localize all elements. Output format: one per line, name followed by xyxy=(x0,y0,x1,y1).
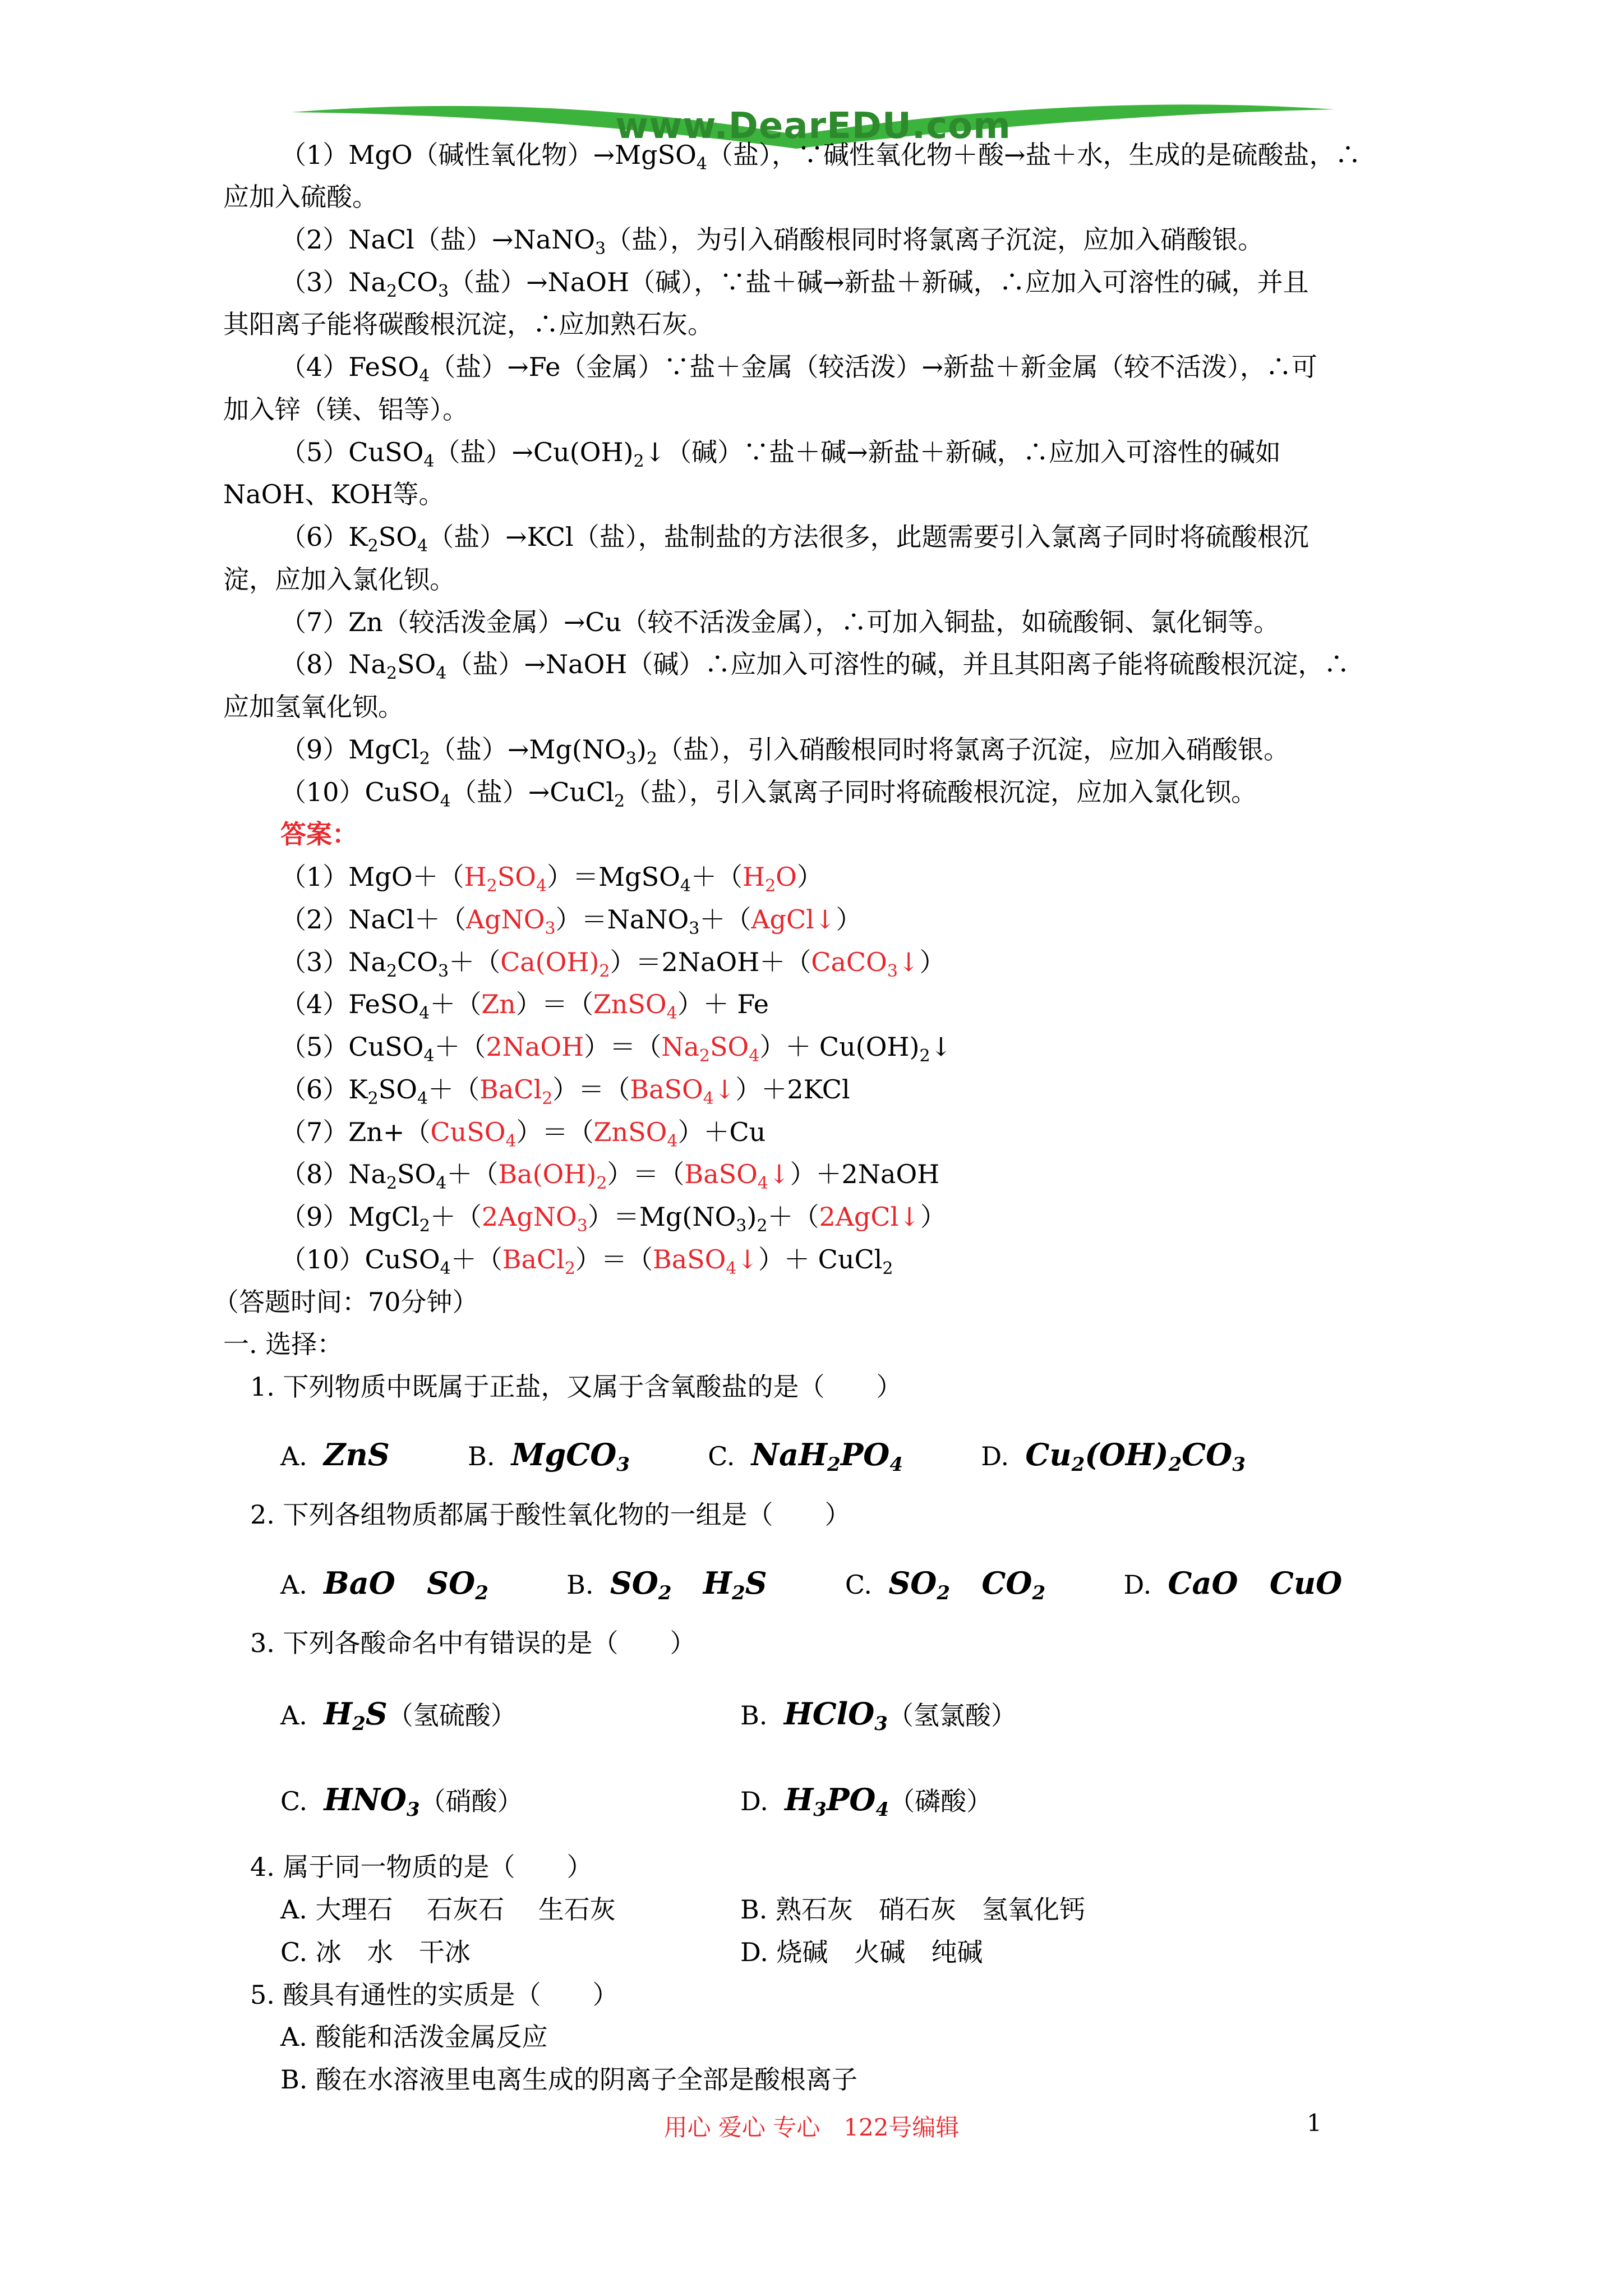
time-note: （答题时间：70分钟） xyxy=(213,1287,478,1317)
analysis-line-1: （1）MgO（碱性氧化物）→MgSO$_4$（盐），∵碱性氧化物＋酸→盐＋水，生成的是硫酸盐，∴ xyxy=(280,140,1361,174)
analysis-line-4: （4）FeSO$_4$（盐）→Fe（金属）∵盐＋金属（较活泼）→新盐＋新金属（较不活泼），∴可 xyxy=(280,352,1317,386)
q3-option-c[interactable]: C. $HNO_3$（硝酸） xyxy=(280,1782,523,1821)
answer-1: $(1)MgO+(H_2SO_4)=MgSO_4+(H_2O)$ xyxy=(280,862,823,896)
analysis-line-3: $(3)Na_2CO_3$（盐）→NaOH（碱），∵盐＋碱→新盐＋新碱，∴应加入可溶性的碱，并且 xyxy=(280,267,1309,301)
q3-option-a[interactable]: A. $H_2S$（氢硫酸） xyxy=(280,1696,517,1735)
question-3: 3. 下列各酸命名中有错误的是（ ） xyxy=(250,1628,696,1658)
q4-option-b[interactable]: B. 熟石灰 硝石灰 氢氧化钙 xyxy=(740,1894,1086,1925)
answer-2: （2）NaCl＋（AgNO$_3$）＝NaNO$_3$＋（AgCl↓） xyxy=(280,904,862,938)
analysis-line-4-cont: 加入锌（镁、铝等）。 xyxy=(223,394,468,425)
question-2-options xyxy=(280,1566,1342,1602)
answer-8: $(8)Na_2SO_4+(Ba(OH)_2)=(BaSO_4↓)+2NaOH$ xyxy=(280,1159,940,1193)
page-footer: 用心 爱心 专心 122号编辑 xyxy=(663,2114,960,2141)
analysis-line-1-cont: 应加入硫酸。 xyxy=(223,182,378,212)
q3-option-d[interactable]: D. $H_3PO_4$（磷酸） xyxy=(740,1782,993,1821)
analysis-line-6-cont: 淀，应加入氯化钡。 xyxy=(223,564,455,595)
analysis-line-2: （2）NaCl（盐）→NaNO$_3$（盐），为引入硝酸根同时将氯离子沉淀，应加入硝酸银。 xyxy=(280,224,1264,259)
q1-option-b[interactable]: B. MgCO$_3$ xyxy=(468,1437,630,1476)
answer-7: （7）Zn+（CuSO$_4$）＝（ZnSO$_4$）＋Cu xyxy=(280,1117,766,1151)
q1-option-d[interactable]: D. $Cu_2(OH)_2CO_3$ xyxy=(981,1437,1246,1476)
q5-option-b[interactable]: B. 酸在水溶液里电离生成的阴离子全部是酸根离子 xyxy=(280,2064,858,2095)
analysis-line-5: （5）CuSO$_4$（盐）$\to Cu(OH)_2↓$（碱）∵盐＋碱→新盐＋新碱，∴应加入可溶性的碱如 xyxy=(280,437,1281,471)
answer-4: （4）FeSO$_4$＋（Zn）＝（ZnSO$_4$）＋ Fe xyxy=(280,989,769,1023)
page-number: 1 xyxy=(1307,2109,1322,2137)
analysis-line-6: $(6)K_2SO_4$（盐）→KCl（盐），盐制盐的方法很多，此题需要引入氯离子同时将硫酸根沉 xyxy=(280,522,1309,556)
answer-6: $(6)K_2SO_4+(BaCl_2)=(BaSO_4↓)+2KCl$ xyxy=(280,1074,850,1108)
site-logo[interactable]: www.DearEDU.com xyxy=(615,105,1011,147)
question-5: 5. 酸具有通性的实质是（ ） xyxy=(250,1980,619,2010)
analysis-line-10: （10）CuSO$_4$（盐）→CuCl$_2$（盐），引入氯离子同时将硫酸根沉淀，应加入氯化钡。 xyxy=(280,777,1257,811)
q2-option-a[interactable]: A. BaO $SO_2$ xyxy=(280,1565,488,1604)
question-4: 4. 属于同一物质的是（ ） xyxy=(250,1852,593,1882)
q5-option-a[interactable]: A. 酸能和活泼金属反应 xyxy=(280,2022,548,2052)
q1-option-a[interactable]: A. ZnS xyxy=(280,1437,390,1473)
analysis-line-7: （7）Zn（较活泼金属）→Cu（较不活泼金属），∴可加入铜盐，如硫酸铜、氯化铜等。 xyxy=(280,607,1280,637)
analysis-line-5-cont: NaOH、KOH等。 xyxy=(223,479,445,509)
answer-title: 答案： xyxy=(280,819,358,849)
question-2: 2. 下列各组物质都属于酸性氧化物的一组是（ ） xyxy=(250,1499,851,1530)
analysis-line-9: （9）MgCl$_2$（盐）$\to Mg(NO_3)_2$（盐），引入硝酸根同时将氯离子沉淀，应加入硝酸银。 xyxy=(280,734,1289,769)
q4-option-a[interactable]: A. 大理石 石灰石 生石灰 xyxy=(280,1894,616,1925)
analysis-line-3-cont: 其阳离子能将碳酸根沉淀，∴应加熟石灰。 xyxy=(223,309,713,339)
q1-option-c[interactable]: C. $NaH_2PO_4$ xyxy=(708,1437,903,1476)
answer-10: （10）CuSO$_4$＋（BaCl$_2$）＝（BaSO$_4$↓）＋ CuCl$_2$ xyxy=(280,1244,893,1278)
question-1-options xyxy=(280,1437,1246,1476)
analysis-line-8-cont: 应加氢氧化钡。 xyxy=(223,692,404,722)
answer-5: $(5)CuSO_4+(2NaOH)=(Na_2SO_4)+$ $Cu(OH)_2↓$ xyxy=(280,1032,952,1066)
q2-option-d[interactable]: D. CaO CuO xyxy=(1123,1565,1343,1601)
q2-option-c[interactable]: C. $SO_2$ $CO_2$ xyxy=(845,1565,1046,1604)
answer-3: $(3)Na_2CO_3+(Ca(OH)_2)=2NaOH+(CaCO_3↓)$ xyxy=(280,947,946,981)
answer-9: $(9)MgCl_2+(2AgNO_3)=Mg(NO_3)_2+(2AgCl↓)$ xyxy=(280,1202,946,1236)
analysis-line-8: $(8)Na_2SO_4$（盐）→NaOH（碱）∴应加入可溶性的碱，并且其阳离子能将硫酸根沉淀，∴ xyxy=(280,649,1350,683)
q2-option-b[interactable]: B. $SO_2$ $H_2S$ xyxy=(566,1565,767,1604)
section-title: 一. 选择： xyxy=(223,1329,343,1359)
q4-option-c[interactable]: C. 冰 水 干冰 xyxy=(280,1937,471,1967)
q3-option-b[interactable]: B. HClO$_3$（氢氯酸） xyxy=(740,1696,1017,1735)
q4-option-d[interactable]: D. 烧碱 火碱 纯碱 xyxy=(740,1937,983,1967)
question-1: 1. 下列物质中既属于正盐，又属于含氧酸盐的是（ ） xyxy=(250,1372,902,1402)
